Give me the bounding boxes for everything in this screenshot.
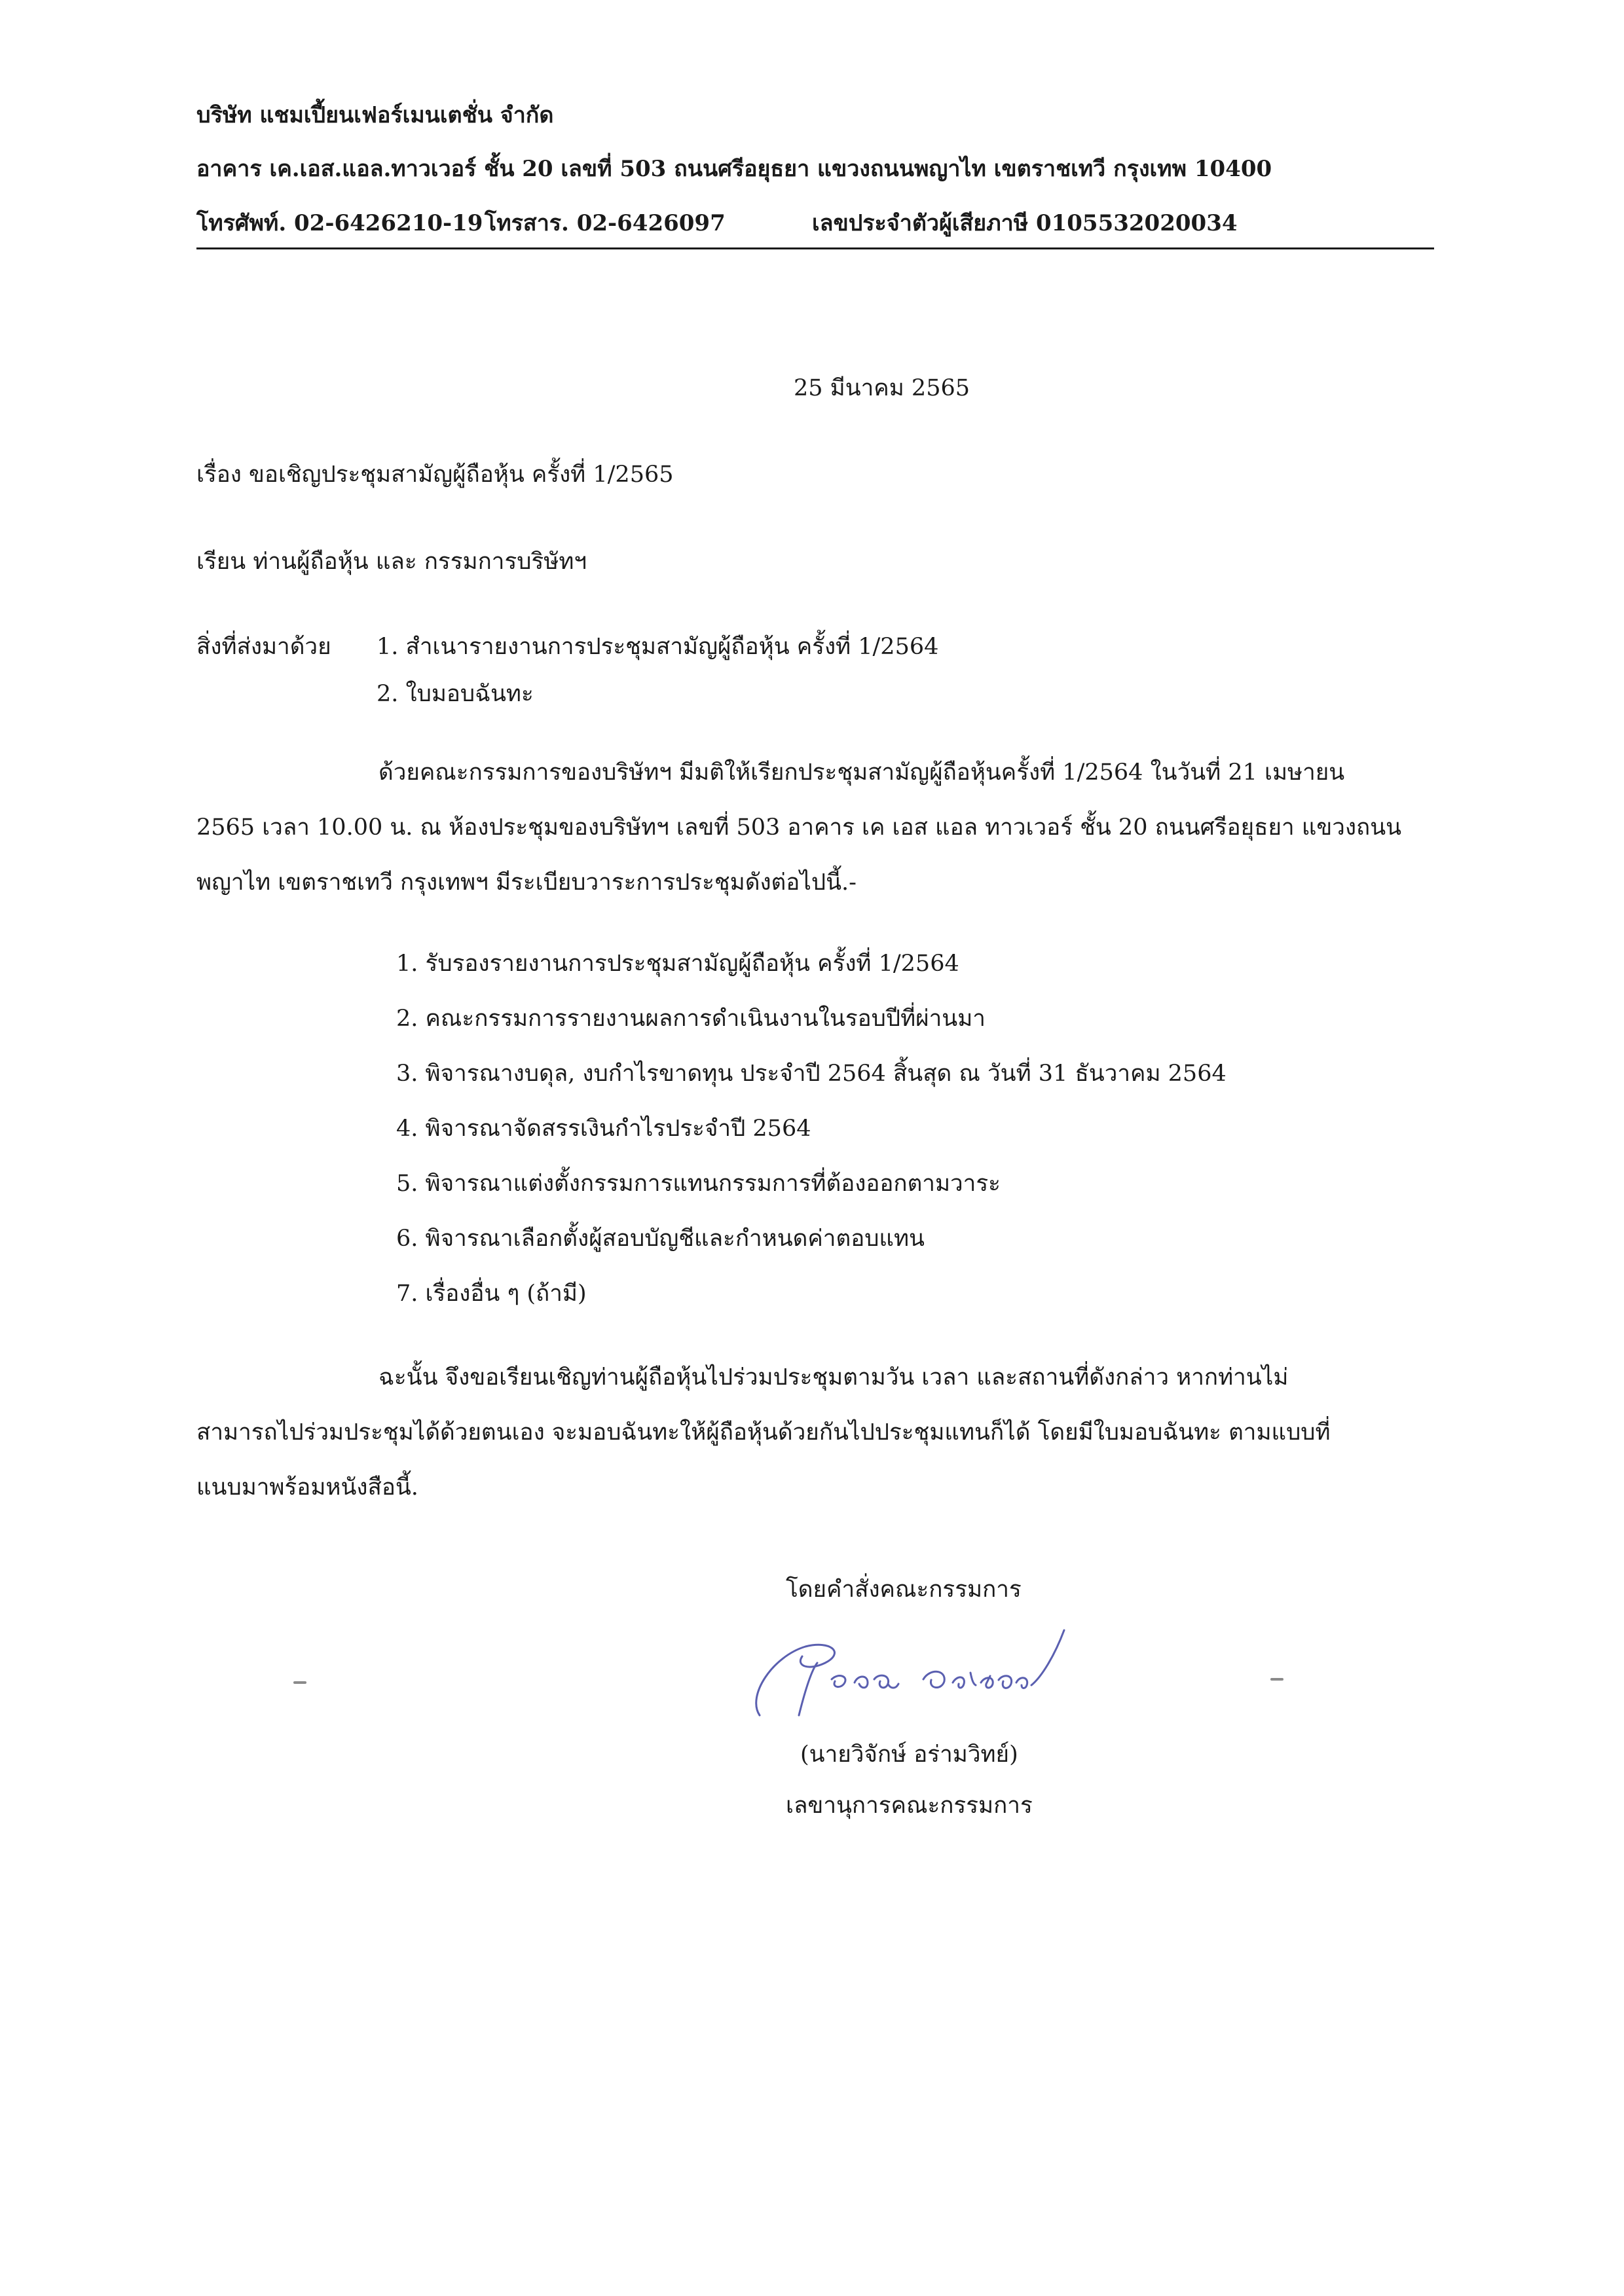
agenda-item: 5. พิจารณาแต่งตั้งกรรมการแทนกรรมการที่ต้องออกตามวาระ bbox=[396, 1171, 1001, 1197]
intro-paragraph bbox=[196, 745, 1434, 910]
enclosure-item: 2. ใบมอบฉันทะ bbox=[377, 681, 534, 707]
letter-subject: เรื่อง ขอเชิญประชุมสามัญผู้ถือหุ้น ครั้งที่ 1/2565 bbox=[196, 462, 674, 488]
intro-line: 2565 เวลา 10.00 น. ณ ห้องประชุมของบริษัทฯ เลขที่ 503 อาคาร เค เอส แอล ทาวเวอร์ ชั้น 20 ถนนศรีอยุธยา แขวงถนน bbox=[196, 814, 1402, 841]
letter-salutation: เรียน ท่านผู้ถือหุ้น และ กรรมการบริษัทฯ bbox=[196, 549, 587, 575]
by-order-text: โดยคำสั่งคณะกรรมการ bbox=[786, 1576, 1022, 1603]
agenda-item: 4. พิจารณาจัดสรรเงินกำไรประจำปี 2564 bbox=[396, 1116, 811, 1142]
company-name: บริษัท แชมเปี้ยนเฟอร์เมนเตชั่น จำกัด bbox=[196, 102, 554, 128]
letterhead-divider bbox=[196, 247, 1434, 249]
company-phone: โทรศัพท์. 02-6426210-19 bbox=[196, 210, 483, 236]
company-fax: โทรสาร. 02-6426097 bbox=[485, 210, 726, 236]
agenda-list bbox=[396, 936, 1227, 1321]
enclosures-label: สิ่งที่ส่งมาด้วย bbox=[196, 634, 331, 660]
agenda-item: 7. เรื่องอื่น ๆ (ถ้ามี) bbox=[396, 1281, 587, 1307]
agenda-item: 1. รับรองรายงานการประชุมสามัญผู้ถือหุ้น ครั้งที่ 1/2564 bbox=[396, 951, 959, 977]
company-address: อาคาร เค.เอส.แอล.ทาวเวอร์ ชั้น 20 เลขที่ 503 ถนนศรีอยุธยา แขวงถนนพญาไท เขตราชเทวี กรุงเทพ 10400 bbox=[196, 156, 1272, 182]
intro-line: ด้วยคณะกรรมการของบริษัทฯ มีมติให้เรียกประชุมสามัญผู้ถือหุ้นครั้งที่ 1/2564 ในวันที่ 21 เมษายน bbox=[378, 759, 1345, 786]
enclosure-item: 1. สำเนารายงานการประชุมสามัญผู้ถือหุ้น ครั้งที่ 1/2564 bbox=[377, 634, 939, 660]
scan-mark bbox=[1270, 1678, 1283, 1681]
agenda-item: 6. พิจารณาเลือกตั้งผู้สอบบัญชีและกำหนดค่าตอบแทน bbox=[396, 1226, 925, 1252]
handwritten-signature bbox=[733, 1617, 1074, 1728]
company-tax-id: เลขประจำตัวผู้เสียภาษี 0105532020034 bbox=[812, 210, 1238, 236]
signatory-name: (นายวิจักษ์ อร่ามวิทย์) bbox=[800, 1741, 1018, 1768]
scan-mark bbox=[293, 1681, 306, 1684]
agenda-item: 2. คณะกรรมการรายงานผลการดำเนินงานในรอบปีที่ผ่านมา bbox=[396, 1006, 986, 1032]
intro-line: พญาไท เขตราชเทวี กรุงเทพฯ มีระเบียบวาระการประชุมดังต่อไปนี้.- bbox=[196, 869, 857, 896]
closing-line: ฉะนั้น จึงขอเรียนเชิญท่านผู้ถือหุ้นไปร่วมประชุมตามวัน เวลา และสถานที่ดังกล่าว หากท่านไม่ bbox=[378, 1364, 1289, 1391]
closing-paragraph bbox=[196, 1350, 1434, 1515]
signatory-title: เลขานุการคณะกรรมการ bbox=[786, 1793, 1033, 1819]
closing-line: แนบมาพร้อมหนังสือนี้. bbox=[196, 1474, 418, 1501]
closing-line: สามารถไปร่วมประชุมได้ด้วยตนเอง จะมอบฉันทะให้ผู้ถือหุ้นด้วยกันไปประชุมแทนก็ได้ โดยมีใบมอบฉันทะ ตามแบบที่ bbox=[196, 1419, 1331, 1446]
agenda-item: 3. พิจารณางบดุล, งบกำไรขาดทุน ประจำปี 2564 สิ้นสุด ณ วันที่ 31 ธันวาคม 2564 bbox=[396, 1061, 1227, 1087]
letter-date: 25 มีนาคม 2565 bbox=[794, 375, 970, 401]
